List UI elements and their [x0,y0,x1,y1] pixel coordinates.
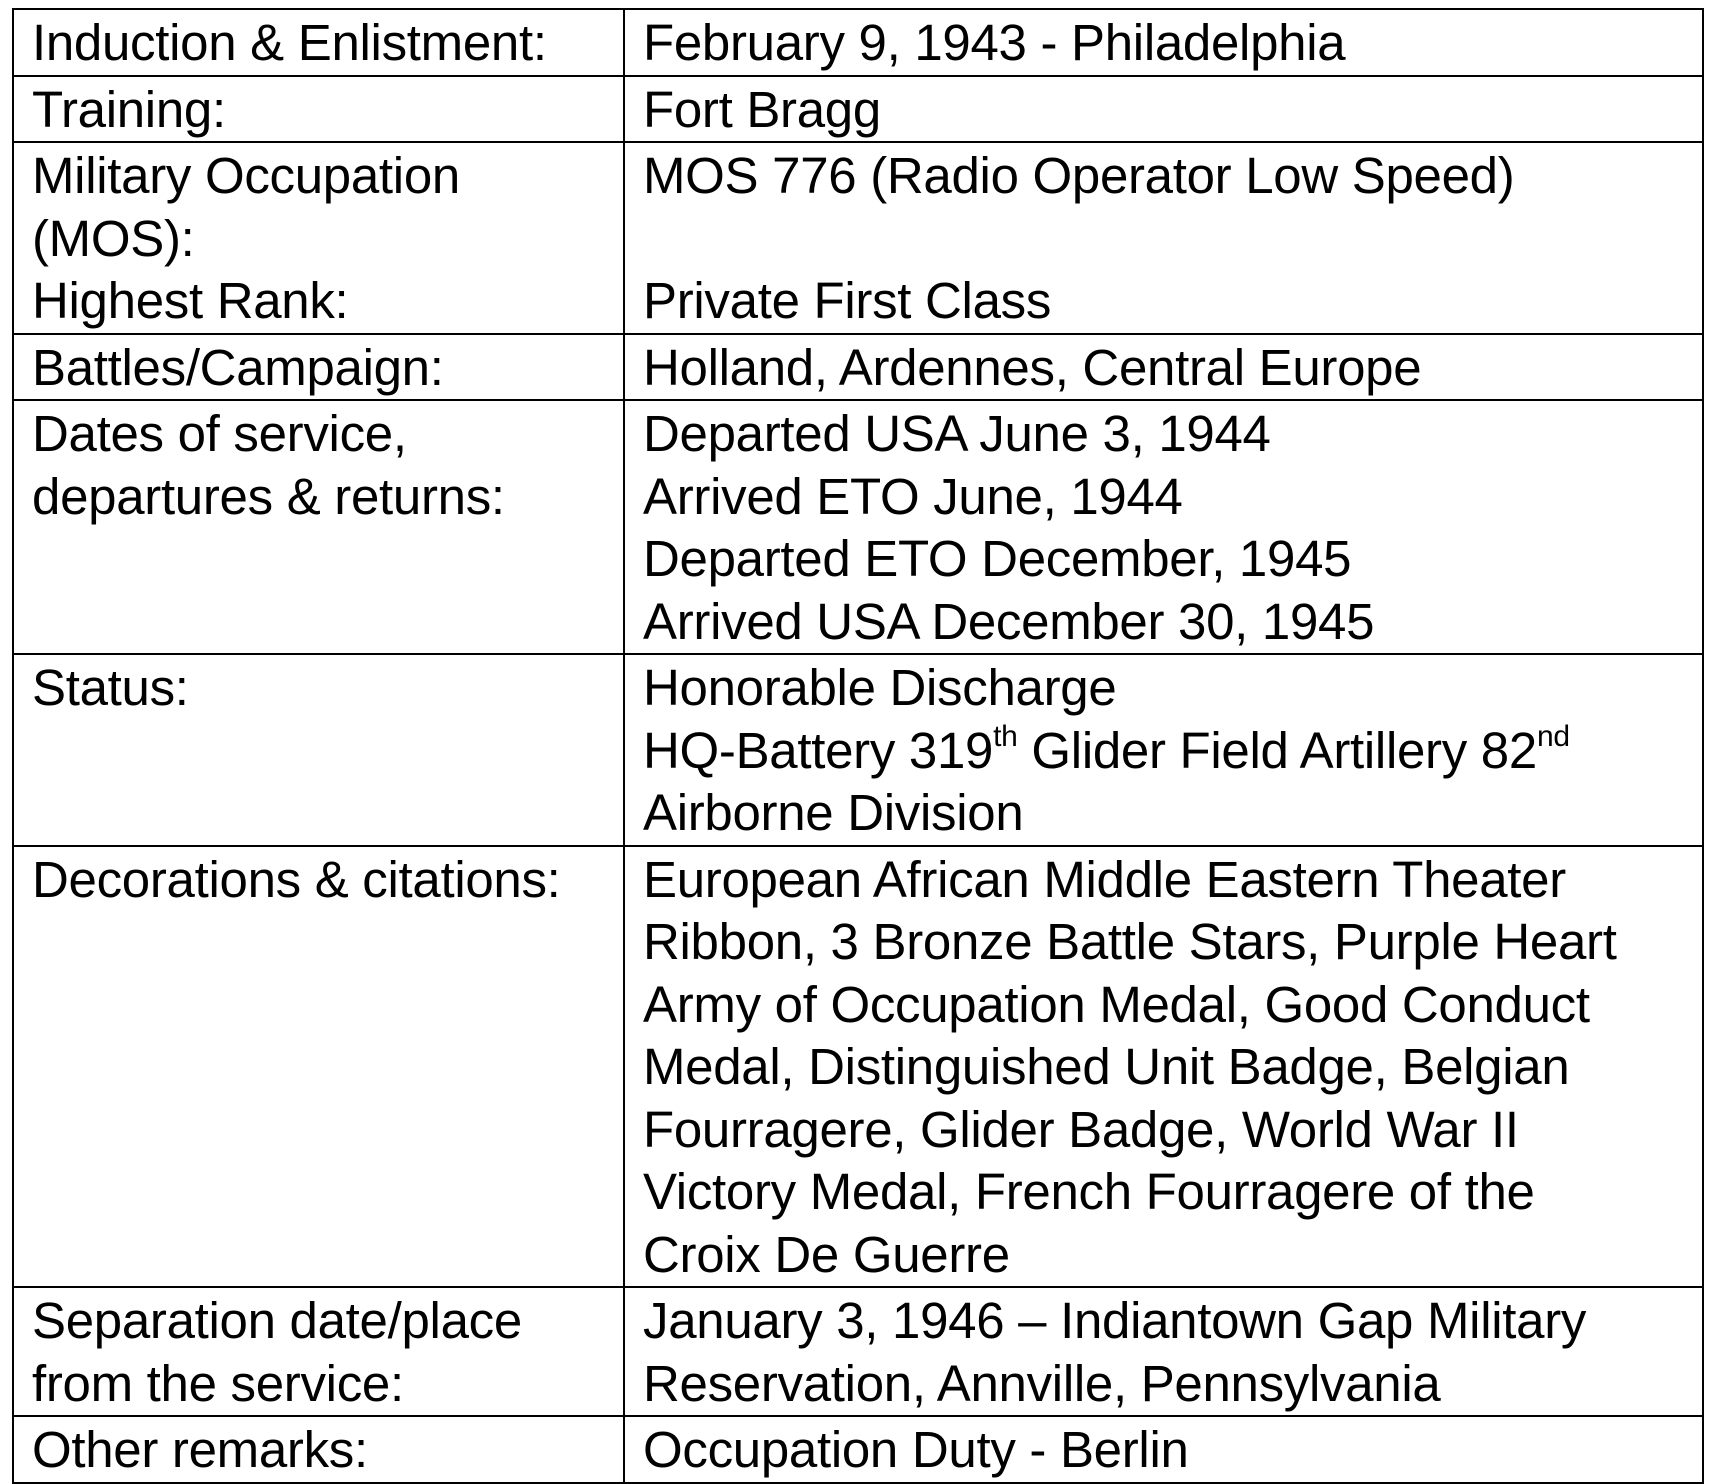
label-line: (MOS): [32,209,195,267]
label-line: Battles/Campaign: [32,338,444,396]
ordinal-suffix: th [993,719,1018,753]
value-line: Holland, Ardennes, Central Europe [643,338,1422,396]
row-label-remarks [13,1416,624,1483]
value-line: European African Middle Eastern Theater [643,850,1566,908]
table-row [13,1287,1703,1416]
label-line: from the service: [32,1354,404,1412]
label-line: Dates of service, [32,405,407,462]
row-value-dates [624,400,1703,654]
row-label-separation [13,1287,624,1416]
value-line: Departed USA June 3, 1944 [643,405,1271,462]
table-row [13,1416,1703,1483]
value-line: Arrived USA December 30, 1945 [643,592,1375,650]
row-label-dates [13,400,624,654]
row-label-decorations [13,846,624,1288]
label-line: Decorations & citations: [32,850,561,908]
table-row [13,846,1703,1288]
value-line: February 9, 1943 - Philadelphia [643,14,1346,71]
unit-line: Airborne Division [643,784,1024,841]
blank-line [643,208,1688,271]
row-value-training [624,76,1703,143]
value-line: Occupation Duty - Berlin [643,1421,1189,1478]
value-line: Arrived ETO June, 1944 [643,467,1183,525]
label-line: Training: [32,80,226,138]
label-line: Separation date/place [32,1292,522,1349]
row-value-induction [624,9,1703,76]
row-value-remarks [624,1416,1703,1483]
value-line: Victory Medal, French Fourragere of the [643,1163,1535,1220]
row-label-training [13,76,624,143]
table-row [13,142,1703,334]
value-line: Ribbon, 3 Bronze Battle Stars, Purple Heart [643,913,1617,970]
row-label-battles [13,334,624,401]
row-value-decorations [624,846,1703,1288]
value-line: MOS 776 (Radio Operator Low Speed) [643,147,1515,204]
value-line: Medal, Distinguished Unit Badge, Belgian [643,1038,1570,1095]
table-row [13,400,1703,654]
row-label-mos-rank [13,142,624,334]
row-value-status [624,654,1703,846]
value-line: Croix De Guerre [643,1225,1010,1283]
ordinal-suffix: nd [1536,719,1570,753]
label-line: Status: [32,659,189,716]
table-row [13,76,1703,143]
service-record-table [12,8,1704,1484]
row-label-status [13,654,624,846]
value-line: Private First Class [643,272,1052,329]
row-value-separation [624,1287,1703,1416]
value-line: Reservation, Annville, Pennsylvania [643,1354,1441,1412]
row-label-induction [13,9,624,76]
label-line: Other remarks: [32,1421,368,1478]
table-row [13,334,1703,401]
value-line: Departed ETO December, 1945 [643,530,1352,587]
label-line: departures & returns: [32,467,505,525]
unit-text: Glider Field Artillery 82 [1017,721,1537,779]
value-line: Army of Occupation Medal, Good Conduct [643,975,1590,1033]
value-line: Fourragere, Glider Badge, World War II [643,1100,1519,1158]
table-row [13,9,1703,76]
value-line: January 3, 1946 – Indiantown Gap Military [643,1292,1587,1349]
label-line: Induction & Enlistment: [32,14,547,71]
value-line: Fort Bragg [643,80,881,138]
row-value-battles [624,334,1703,401]
value-line: Honorable Discharge [643,659,1117,716]
row-value-mos-rank [624,142,1703,334]
unit-text: HQ-Battery 319 [643,721,994,779]
unit-line [643,720,1688,783]
label-line: Highest Rank: [32,272,349,329]
label-line: Military Occupation [32,147,460,204]
table-row [13,654,1703,846]
